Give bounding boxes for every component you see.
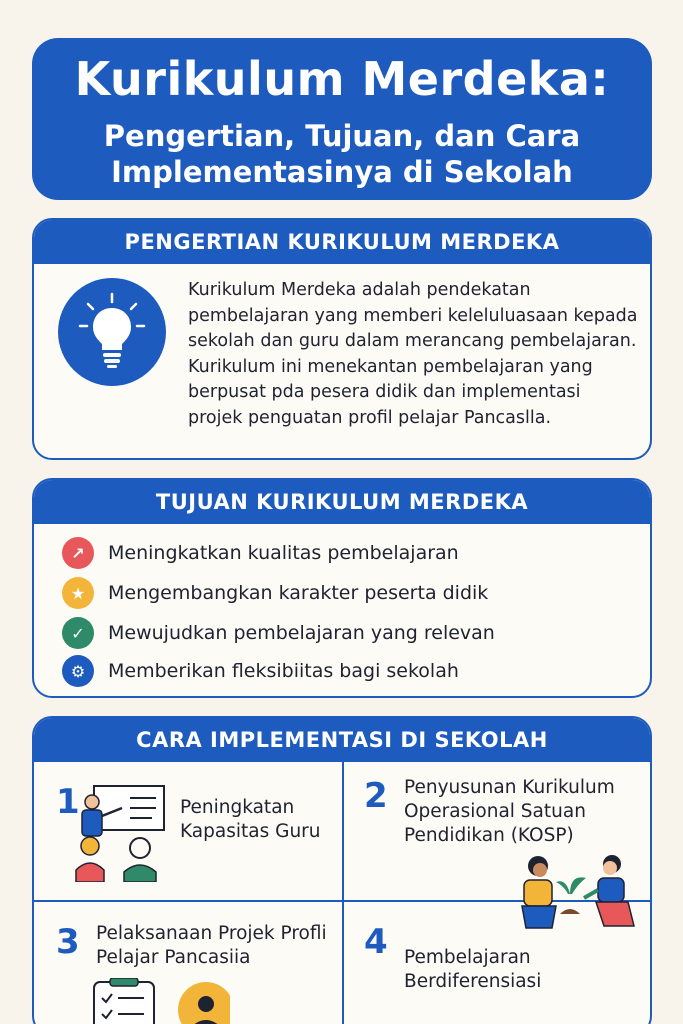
step-number: 3 (56, 922, 80, 962)
pengertian-text: Kurikulum Merdeka adalah pendekatan pembelajaran yang memberi keleluluasaan kepada sekolah dan guru dalam merancang pembelajaran. Kurikulum ini menekantan pembelajaran yang berpusat pda pesera didik dan implementasi projek penguatan profil pelajar Pancaslla. (188, 280, 638, 428)
lightbulb-icon (58, 278, 166, 386)
step-number: 1 (56, 782, 80, 822)
goal-label: Mengembangkan karakter peserta didik (108, 582, 489, 604)
checklist-illustration (90, 978, 230, 1024)
tujuan-header: TUJUAN KURIKULUM MERDEKA (34, 480, 650, 524)
goal-label: Meningkatkan kualitas pembelajaran (108, 542, 459, 564)
check-icon: ✓ (62, 617, 94, 649)
pengertian-card (32, 218, 652, 460)
teacher-illustration (72, 782, 172, 882)
page-subtitle: Pengertian, Tujuan, dan Cara Implementasinya di Sekolah (103, 119, 581, 189)
goal-label: Mewujudkan pembelajaran yang relevan (108, 622, 495, 644)
planting-illustration (500, 854, 640, 936)
step-number: 2 (364, 776, 388, 816)
gear-icon: ⚙ (62, 655, 94, 687)
title-banner (32, 38, 652, 200)
page-title: Kurikulum Merdeka: (74, 52, 610, 106)
star-icon: ★ (62, 577, 94, 609)
arrow-up-icon: ↗ (62, 537, 94, 569)
goal-item (62, 536, 459, 570)
goal-item (62, 654, 459, 688)
goal-item (62, 616, 495, 650)
step-label: Pelaksanaan Projek Profli Pelajar Pancasiia (96, 923, 327, 968)
implementasi-header: CARA IMPLEMENTASI DI SEKOLAH (34, 718, 650, 762)
pengertian-header: PENGERTIAN KURIKULUM MERDEKA (34, 220, 650, 264)
implementasi-card (32, 716, 652, 1024)
step-label: Pembelajaran Berdiferensiasi (404, 947, 542, 992)
grid-divider (342, 762, 344, 1024)
step-label: Penyusunan Kurikulum Operasional Satuan Pendidikan (KOSP) (404, 777, 615, 846)
step-number: 4 (364, 922, 388, 962)
tujuan-card (32, 478, 652, 698)
goal-item (62, 576, 488, 610)
step-label: Peningkatan Kapasitas Guru (180, 797, 321, 842)
goal-label: Memberikan fleksibiitas bagi sekolah (108, 660, 459, 682)
